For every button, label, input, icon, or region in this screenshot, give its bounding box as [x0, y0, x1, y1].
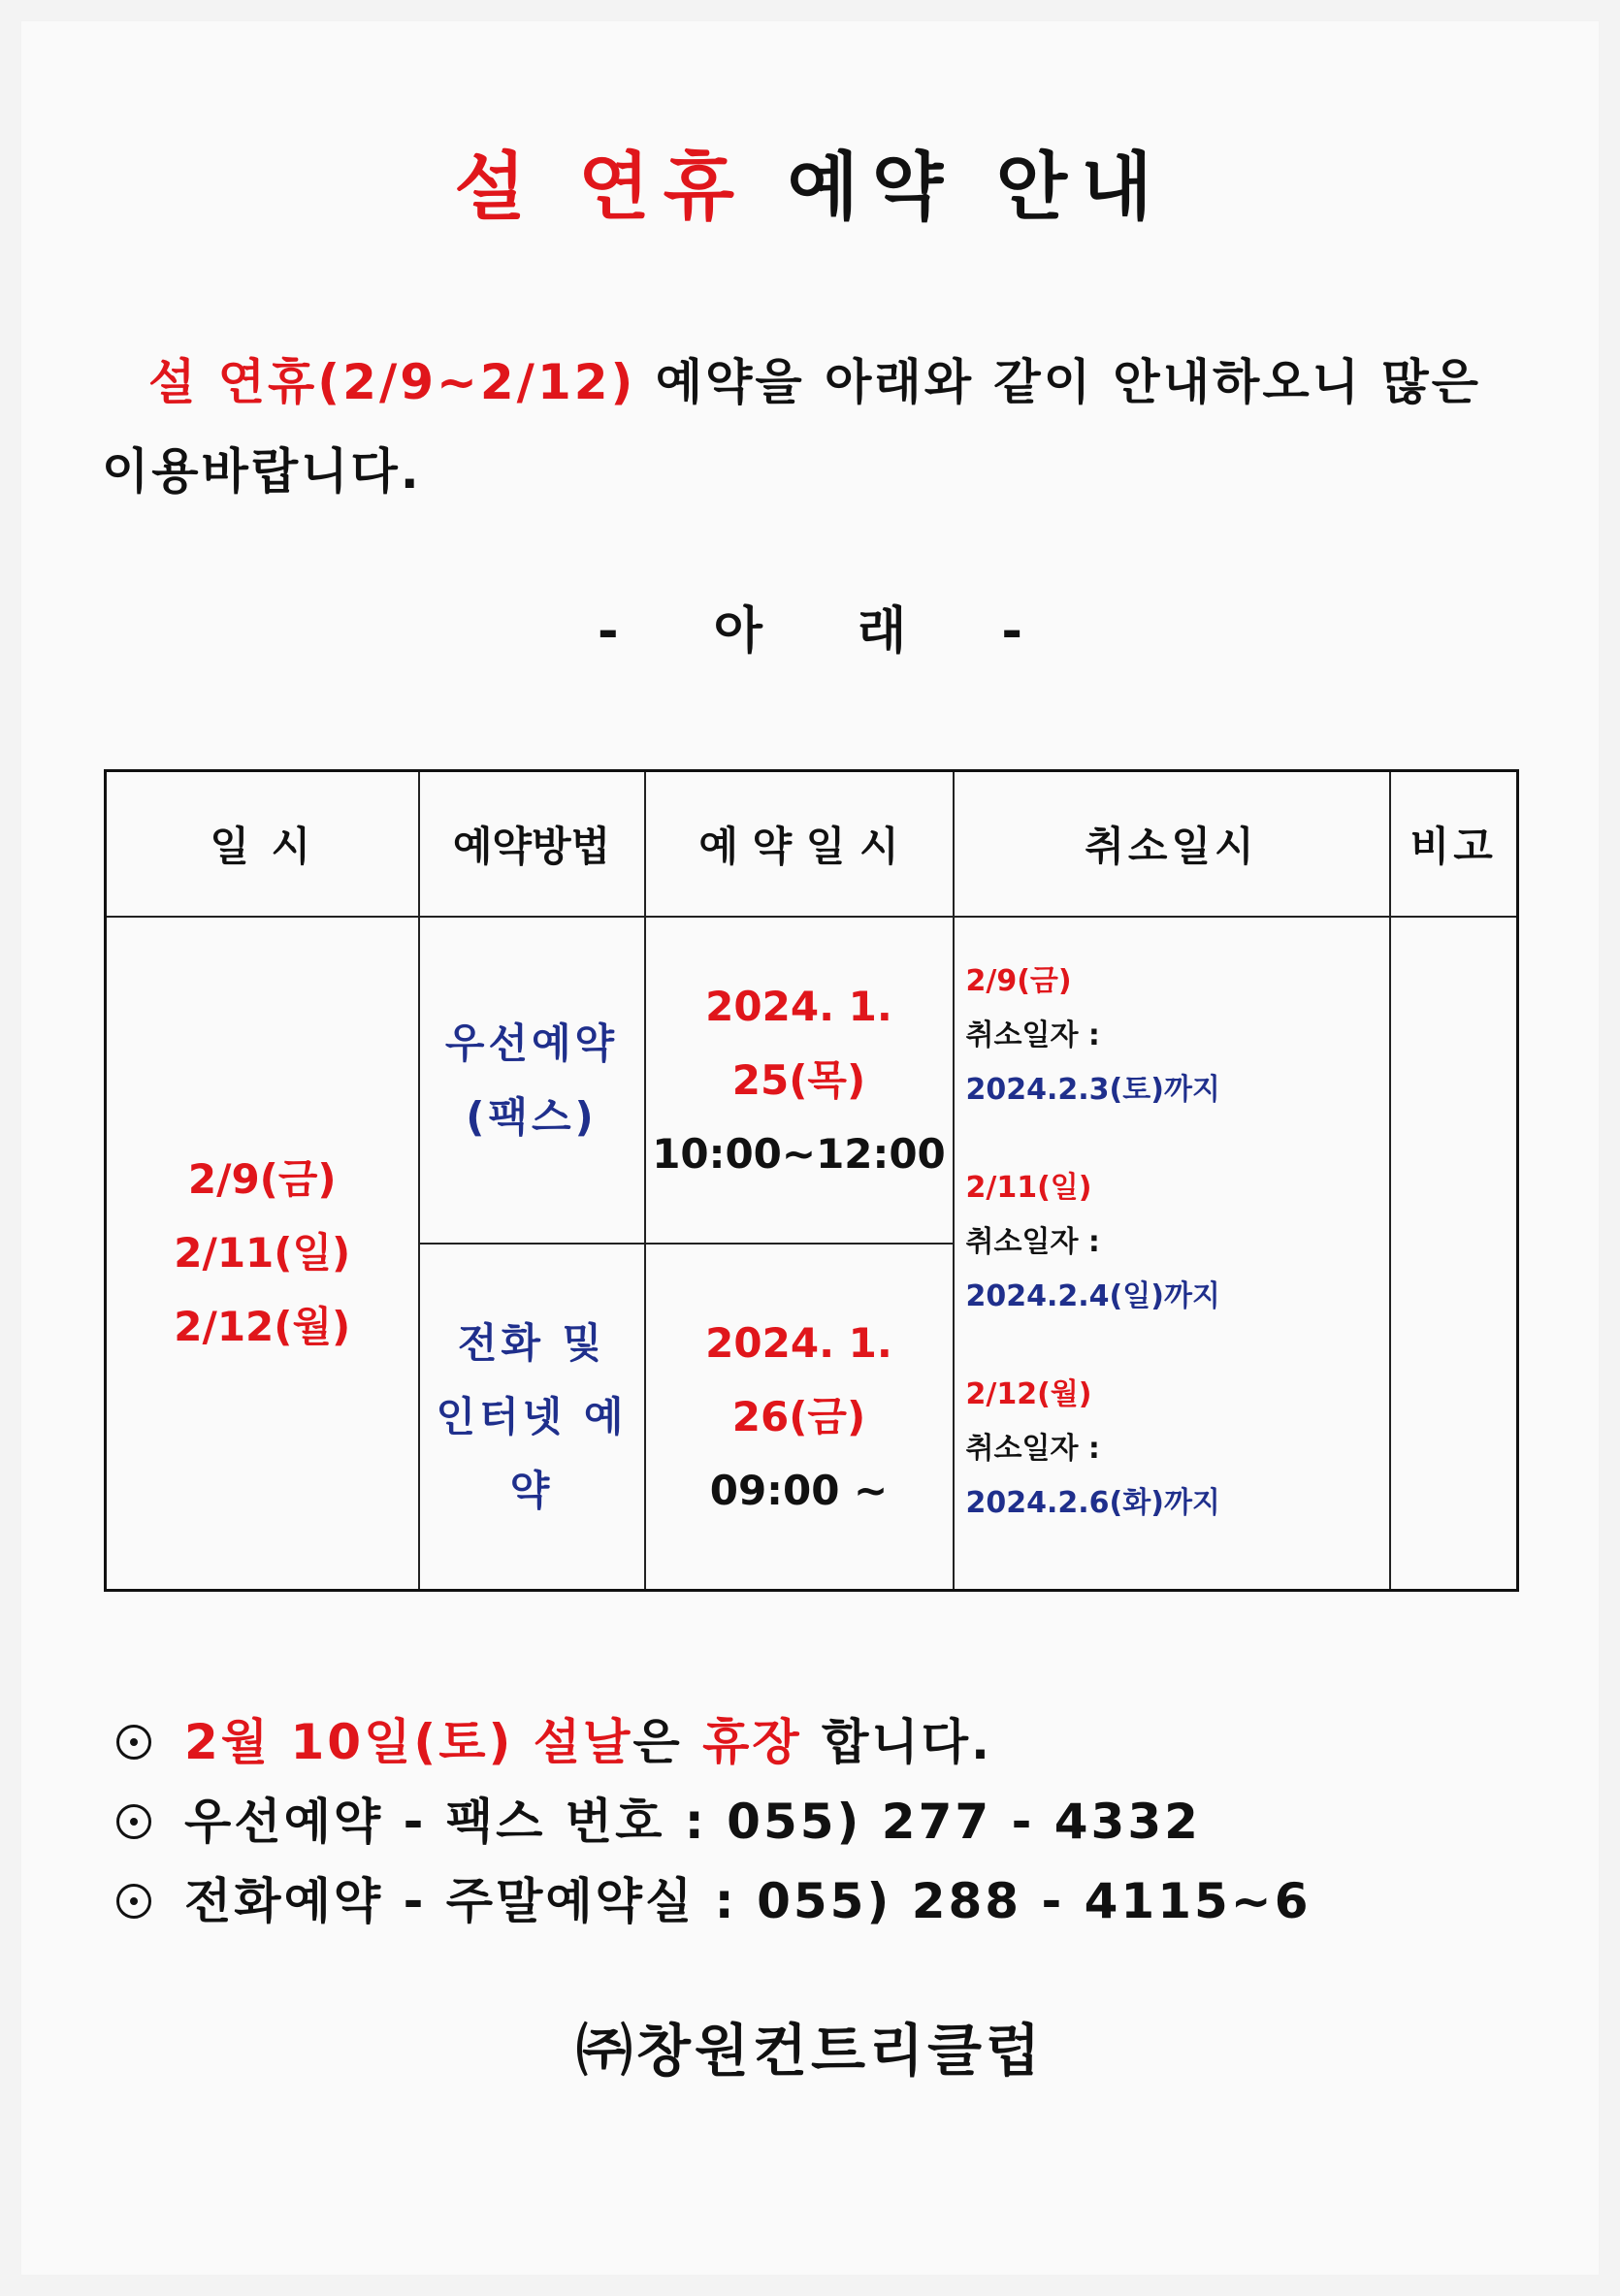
title-reservation-info: 예약 안내	[748, 144, 1166, 230]
note-closed-end: 합니다.	[801, 1714, 993, 1770]
holiday-date: 2/12(월)	[174, 1303, 351, 1350]
reservation-time-cell	[645, 1244, 954, 1591]
method-label: 인터넷 예약	[436, 1392, 628, 1514]
holiday-date: 2/11(일)	[174, 1229, 351, 1277]
table-row	[106, 917, 1518, 1244]
title-holiday: 설 연휴	[454, 144, 749, 230]
cancellation-label: 취소일자 :	[965, 1432, 1100, 1466]
intro-holiday-period: 설 연휴(2/9~2/12)	[148, 354, 636, 410]
note-closed-date: 2월 10일(토) 설날	[184, 1714, 633, 1770]
reservation-date: 2024. 1. 26(금)	[705, 1318, 892, 1440]
method-cell	[419, 917, 645, 1244]
table-header-row	[106, 771, 1518, 918]
reservation-table	[104, 769, 1519, 1592]
cancellation-deadline: 2024.2.3(토)까지	[965, 1073, 1220, 1107]
reservation-time-cell	[645, 917, 954, 1244]
cancellation-day: 2/11(일)	[965, 1171, 1092, 1205]
header-remarks: 비고	[1390, 771, 1518, 918]
note-phone-text: 전화예약 - 주말예약실 : 055) 288 - 4115~6	[184, 1873, 1312, 1929]
note-fax-text: 우선예약 - 팩스 번호 : 055) 277 - 4332	[184, 1794, 1201, 1850]
method-label: 전화 및	[457, 1318, 606, 1367]
reservation-date: 2024. 1. 25(목)	[705, 982, 892, 1104]
below-heading: - 아 래 -	[598, 602, 1022, 661]
note-closed-word: 휴장	[702, 1714, 802, 1770]
reservation-hours: 09:00 ~	[709, 1466, 889, 1514]
holiday-dates-cell	[106, 917, 419, 1591]
method-label: 우선예약	[444, 1019, 619, 1067]
circle-bullet-icon	[116, 1725, 151, 1760]
note-phone	[116, 1861, 1523, 1941]
cancellation-deadline: 2024.2.6(화)까지	[965, 1486, 1220, 1520]
circle-bullet-icon	[116, 1884, 151, 1919]
header-cancellation: 취소일시	[954, 771, 1390, 918]
page-title	[0, 144, 1620, 230]
cancellation-cell	[954, 917, 1390, 1591]
header-reservation-time: 예 약 일 시	[645, 771, 954, 918]
circle-bullet-icon	[116, 1804, 151, 1839]
holiday-date: 2/9(금)	[187, 1155, 337, 1203]
intro-paragraph	[102, 338, 1538, 516]
company-name: ㈜창원컨트리클럽	[575, 2018, 1045, 2084]
note-fax	[116, 1782, 1523, 1861]
header-method: 예약방법	[419, 771, 645, 918]
cancellation-item	[966, 1368, 1389, 1531]
cancellation-item	[966, 1161, 1389, 1324]
cancellation-day: 2/12(월)	[965, 1377, 1092, 1411]
note-closed	[116, 1702, 1523, 1782]
reservation-hours: 10:00~12:00	[652, 1129, 946, 1178]
header-date: 일 시	[106, 771, 419, 918]
method-label: (팩스)	[466, 1092, 598, 1141]
cancellation-item	[966, 954, 1389, 1117]
cancellation-label: 취소일자 :	[965, 1019, 1100, 1052]
notes-list	[116, 1702, 1523, 1941]
remarks-cell	[1390, 917, 1518, 1591]
method-cell	[419, 1244, 645, 1591]
cancellation-day: 2/9(금)	[965, 964, 1072, 998]
intro-text: 예약을 아래와 같이 안내하오니 많은 이용바랍니다.	[102, 354, 1481, 500]
cancellation-label: 취소일자 :	[965, 1225, 1100, 1259]
cancellation-deadline: 2024.2.4(일)까지	[965, 1279, 1220, 1313]
note-closed-mid: 은	[632, 1714, 703, 1770]
